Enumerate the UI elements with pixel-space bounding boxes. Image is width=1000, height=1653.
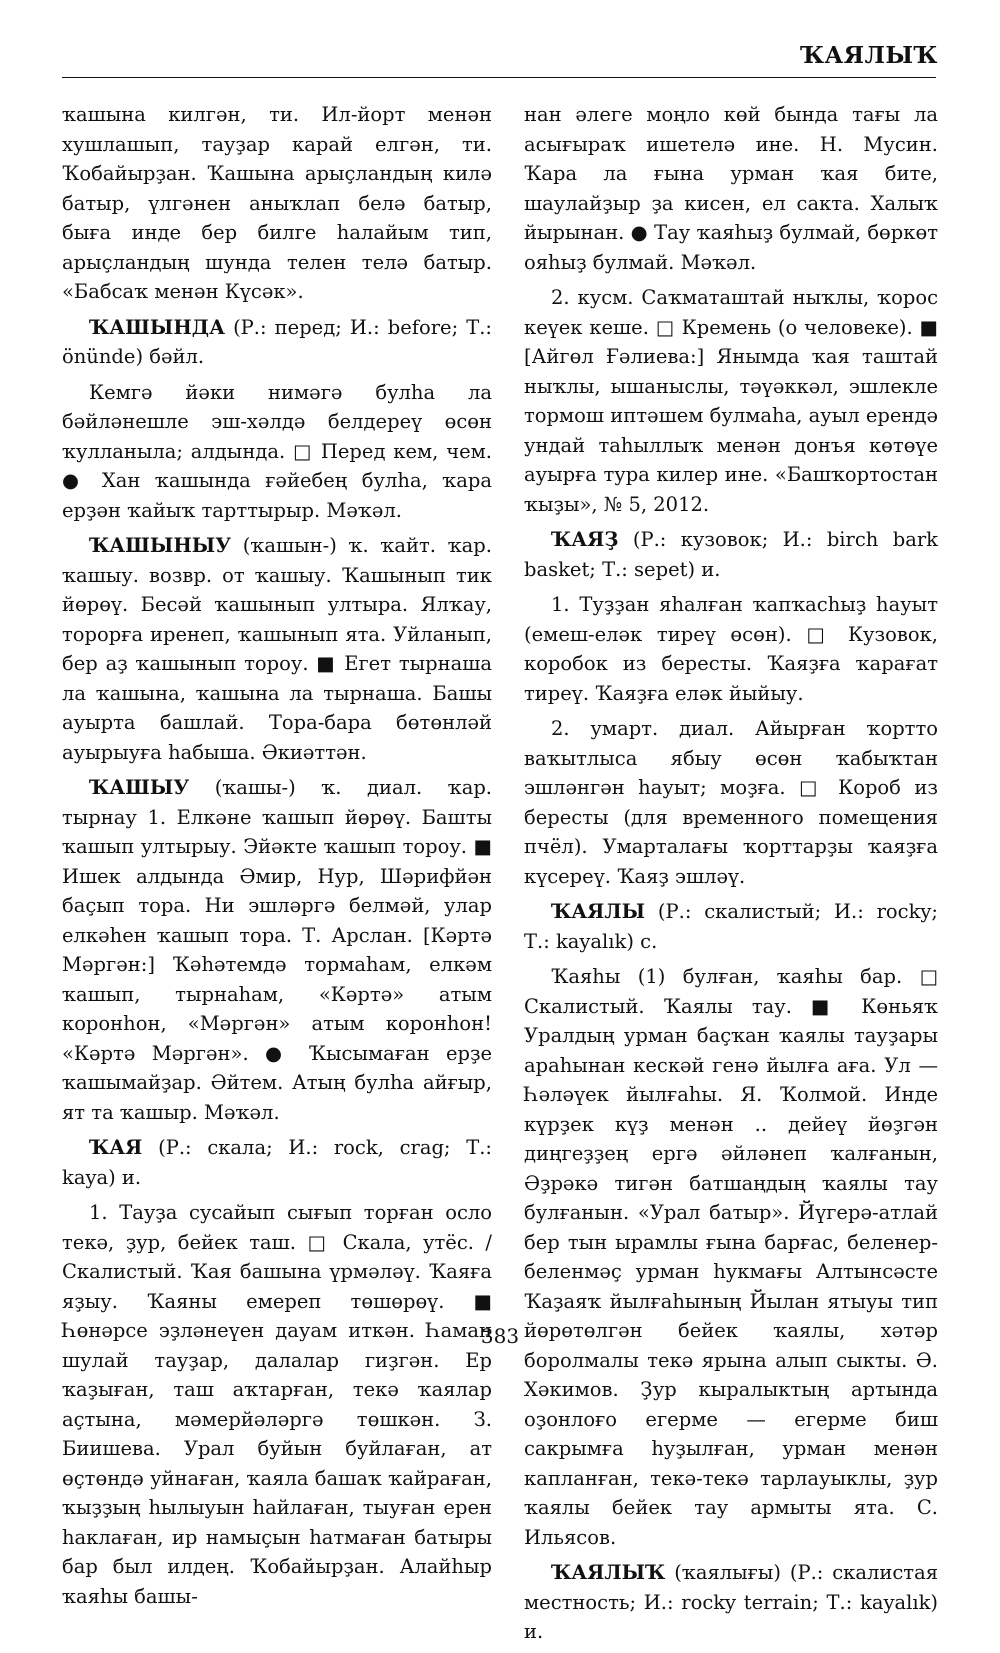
header-rule [62, 77, 936, 78]
headword: ҠАШЫУ [89, 776, 190, 799]
left-entry-2: Кемгә йәки нимәгә булһа ла бәйләнешле эш-хәлдә белдереү өсөн ҡулланыла; алдында. □ Перед кем, чем. ● Хан ҡашында ғәйебең булһа, ҡара ерҙән ҡайыҡ тарттырыр. Мәҡәл. [62, 380, 492, 522]
left-entry-3: ҠАШЫНЫУ (ҡашын-) ҡ. ҡайт. ҡар. ҡашыу. возвр. от ҡашыу. Ҡашынып тик йөрөү. Бесәй ҡашынып ултыра. Ялҡау, торорға иренеп, ҡашынып ята. Уйланып, бер аҙ ҡашынып тороу. ■ Егет тырнаша ла ҡашына, ҡашына ла тырнаша. Башы ауырта башлай. Тора-бара бөтөнләй ауырыуға һабыша. Әкиәттән. [62, 534, 492, 764]
right-entry-4: 2. умарт. диал. Айырған ҡортто ваҡытлыса ябыу өсөн ҡабыҡтан эшләнгән һауыт; моҙға. □ Короб из бересты (для временного помещения пчёл). Умарталағы ҡорттарҙы ҡаяҙға күсереү. Ҡаяҙ эшләү. [524, 717, 938, 888]
right-column [524, 100, 938, 1653]
left-entry-6: 1. Тауҙа сусайып сығып торған осло текә, ҙур, бейек таш. □ Скала, утёс. / Скалистый. Ҡая башына үрмәләү. Ҡаяға яҙыу. Ҡаяны емереп төшөрөү. ■ Һөнәрсе эҙләнеүен дауам иткән. Һаман шулай тауҙар, далалар гиҙгән. Ер ҡаҙыған, таш аҡтарған, текә ҡаялар аҫтына, мәмерйәләргә төшкән. З. Биишева. Урал буйын буйлаған, ат өҫтөндә уйнаған, ҡаяла башаҡ ҡайраған, ҡыҙҙың һылыуын һайлаған, тыуған ерен һаклаған, ир намыҫын һатмаған батыры бар был илдең. Ҡобайырҙан. Алайһыр ҡаяһы башы- [62, 1201, 492, 1608]
headword: ҠАЯ [89, 1136, 143, 1159]
headword: ҠАШЫНЫУ [89, 534, 232, 557]
right-entry-7: ҠАЯЛЫҠ (ҡаялығы) (Р.: скалистая местность; И.: rocky terrain; Т.: kayalık) и. [524, 1561, 938, 1643]
right-entry-5: ҠАЯЛЫ (Р.: скалистый; И.: rocky; Т.: kayalık) с. [524, 900, 938, 953]
right-entry-6: Ҡаяһы (1) булған, ҡаяһы бар. □ Скалистый. Ҡаялы тау. ■ Көньяҡ Уралдың урман баҫҡан ҡаялы тауҙары араһынан кескәй генә йылға аға. Ул — Һәләүек йылғаһы. Я. Ҡолмой. Инде күрҙек күҙ менән .. дейеү йөҙгән диңгеҙҙең ергә әйләнеп ҡалғанын, Әҙрәкә тигән батшаңдың ҡаялы тау булғанын. «Урал батыр». Йүгерә-атлай бер тын ырамлы ғына барғас, беленер-беленмәҫ урман һукмағы Алтынсәсте Ҡаҙаяҡ йылғаһының Йылан ятыуы тип йөрөтөлгән бейек ҡаялы, хәтәр боролмалы текә ярына алып сыкты. Ә. Хәкимов. Ҙур кыралыктың артында оҙонлоғо егерме — егерме биш сакрымға һуҙылған, урман менән капланған, текә-текә тарлауыклы, ҙур ҡаялы бейек тау армыты ята. С. Ильясов. [524, 965, 938, 1549]
right-entry-3: 1. Туҙҙан яһалған ҡапҡасһыҙ һауыт (емеш-еләк тиреү өсөн). □ Кузовок, коробок из бересты. Ҡаяҙға ҡарағат тиреү. Ҡаяҙға еләк йыйыу. [524, 593, 938, 705]
left-entry-0: ҡашына килгән, ти. Ил-йорт менән хушлашып, тауҙар карай елгән, ти. Ҡобайырҙан. Ҡашына арыҫландың килә батыр, үлгәнен аныҡлап белә батыр, быға инде бер билге һалайым тип, арыҫландың шунда телен телә батыр. «Бабсаҡ менән Күсәк». [62, 103, 492, 303]
left-column [62, 100, 492, 1617]
running-head: ҠАЯЛЫҠ [800, 42, 938, 69]
page-number: 383 [480, 1324, 520, 1348]
right-entry-0: нан әлеге моңло көй бында тағы ла асығыраҡ ишетелә ине. Н. Мусин. Ҡара ла ғына урман ҡая бите, шаулайҙыр ҙа кисен, ел сакта. Халыҡ йырынан. ● Тау ҡаяһыҙ булмай, бөркөт ояһыҙ булмай. Мәҡәл. [524, 103, 938, 274]
left-entry-4: ҠАШЫУ (ҡашы-) ҡ. диал. ҡар. тырнау 1. Елкәне ҡашып йөрөү. Башты ҡашып ултырыу. Эйәкте ҡашып тороу. ■ Ишек алдында Әмир, Нур, Шәрифйән баҫып тора. Ни эшләргә белмәй, улар елкәһен ҡашып тора. Т. Арслан. [Кәртә Мәргән:] Ҡәһәтемдә тормаһам, елкәм ҡашып, тырнаһам, «Кәртә» атым коронһон, «Мәргән» атым коронһон! «Кәртә Мәргән». ● Ҡысымаған ерҙе ҡашымайҙар. Әйтем. Атың булһа айғыр, ят та ҡашыр. Мәҡәл. [62, 776, 492, 1124]
headword: ҠАШЫНДА [89, 315, 225, 339]
headword: ҠАЯҘ [551, 528, 619, 551]
headword: ҠАЯЛЫ [551, 900, 646, 923]
headword: ҠАЯЛЫҠ [551, 1561, 666, 1584]
left-entry-5: ҠАЯ (Р.: скала; И.: rock, crag; Т.: kaya) и. [62, 1136, 492, 1189]
right-entry-2: ҠАЯҘ (Р.: кузовок; И.: birch bark basket; Т.: sepet) и. [524, 528, 938, 581]
left-entry-1: ҠАШЫНДА (Р.: перед; И.: before; Т.: önünde) бәйл. [62, 315, 492, 368]
right-entry-1: 2. кусм. Саҡматаштай ныҡлы, ҡорос кеүек кеше. □ Кремень (о человеке). ■ [Айгөл Ғәлиева:] Янымда ҡая таштай ныҡлы, ышаныслы, тәүәккәл, эшлекле тормош иптәшем булмаһа, ауыл ерендә ундай таһыллыҡ менән донъя көтөүе ауырға тура килер ине. «Башҡортостан ҡыҙы», № 5, 2012. [524, 286, 938, 516]
